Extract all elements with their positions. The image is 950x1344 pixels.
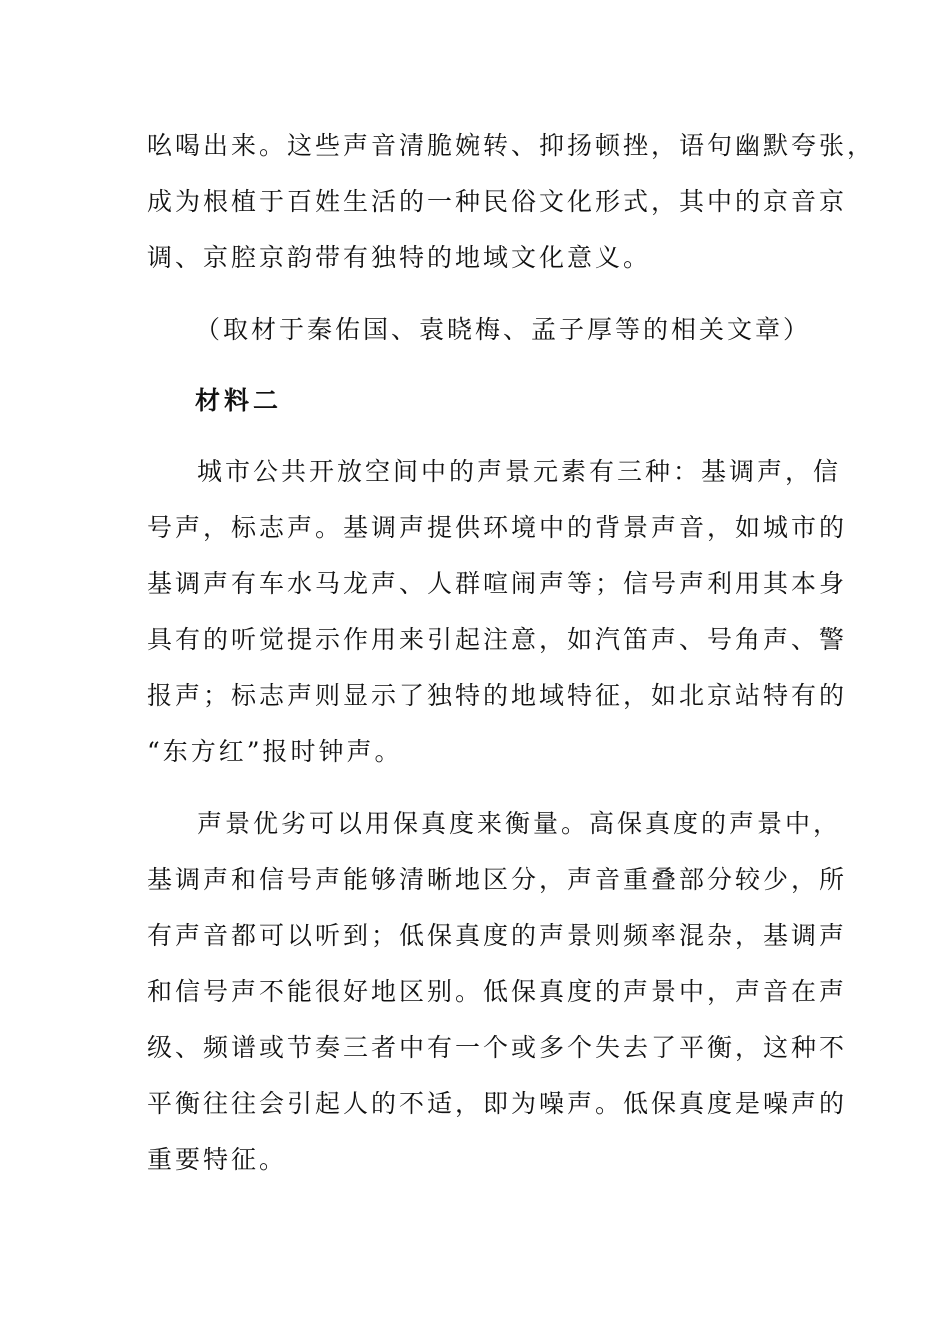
paragraph-line: 有声音都可以听到；低保真度的声景则频率混杂，基调声: [147, 921, 848, 950]
paragraph-line: 调、京腔京韵带有独特的地域文化意义。: [147, 243, 652, 272]
source-note: （取材于秦佑国、袁晓梅、孟子厚等的相关文章）: [195, 315, 812, 344]
paragraph-line: 具有的听觉提示作用来引起注意，如汽笛声、号角声、警: [147, 625, 848, 654]
paragraph-line: 级、频谱或节奏三者中有一个或多个失去了平衡，这种不: [147, 1033, 848, 1062]
paragraph-line: 基调声和信号声能够清晰地区分，声音重叠部分较少，所: [147, 865, 848, 894]
paragraph-line: 重要特征。: [147, 1145, 288, 1174]
paragraph-line: 和信号声不能很好地区别。低保真度的声景中，声音在声: [147, 977, 848, 1006]
paragraph-line: 声景优劣可以用保真度来衡量。高保真度的声景中，: [197, 809, 842, 838]
paragraph-line: 吆喝出来。这些声音清脆婉转、抑扬顿挫，语句幽默夸张，: [147, 131, 876, 160]
paragraph-line: 报声；标志声则显示了独特的地域特征，如北京站特有的: [147, 681, 848, 710]
paragraph-line: 号声，标志声。基调声提供环境中的背景声音，如城市的: [147, 513, 848, 542]
paragraph-line: 基调声有车水马龙声、人群喧闹声等；信号声利用其本身: [147, 569, 848, 598]
paragraph-line: “东方红”报时钟声。: [147, 737, 403, 766]
paragraph-line: 城市公共开放空间中的声景元素有三种：基调声，信: [197, 457, 842, 486]
paragraph-line: 成为根植于百姓生活的一种民俗文化形式，其中的京音京: [147, 187, 848, 216]
section-heading: 材料二: [195, 386, 283, 415]
paragraph-line: 平衡往往会引起人的不适，即为噪声。低保真度是噪声的: [147, 1089, 848, 1118]
